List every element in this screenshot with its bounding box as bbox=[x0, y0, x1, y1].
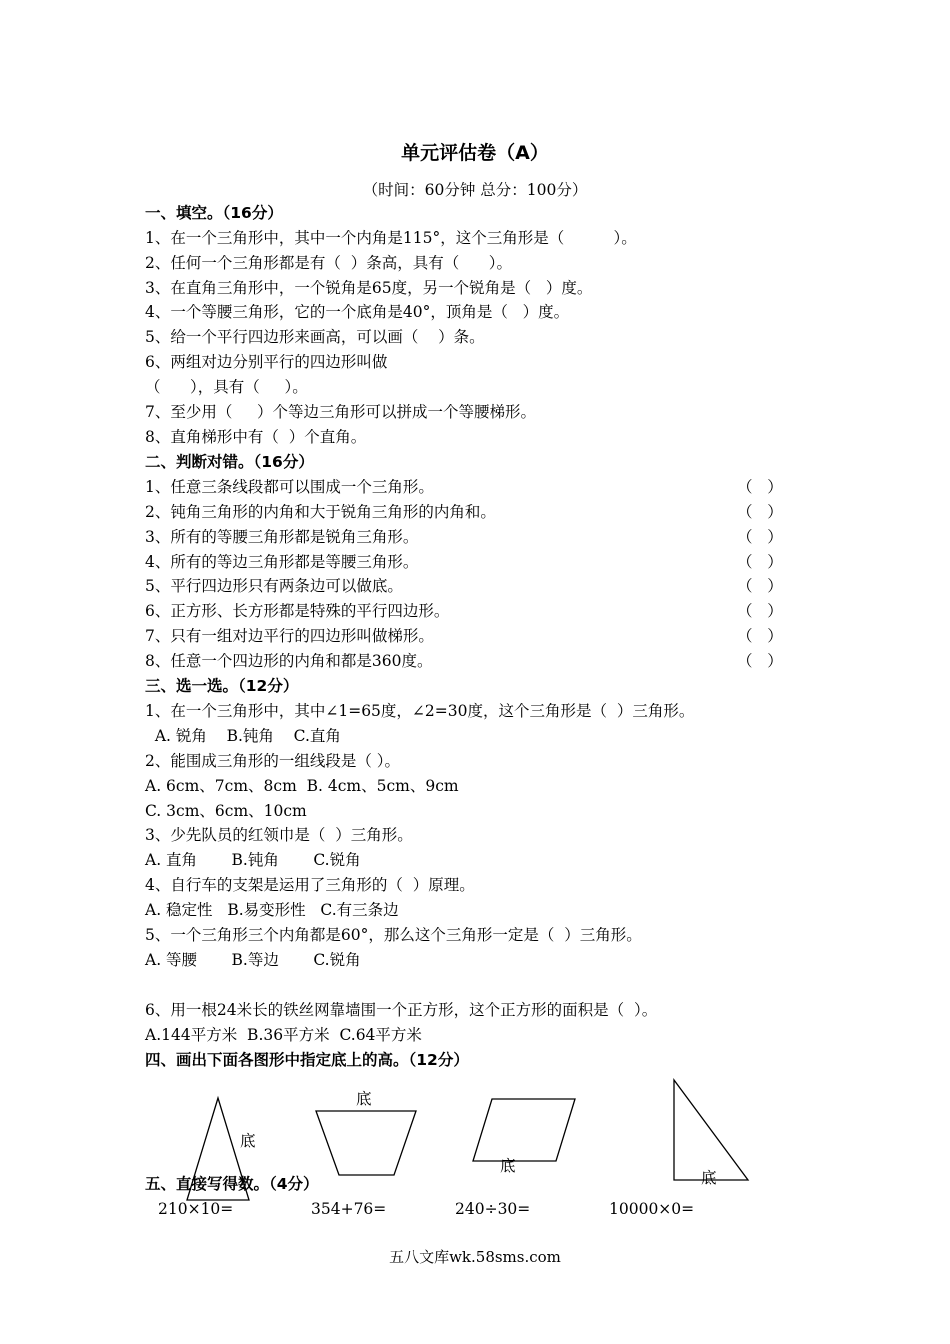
base-label: 底 bbox=[356, 1090, 372, 1108]
base-label: 底 bbox=[240, 1132, 256, 1150]
fill-question: 5、给一个平行四边形来画高，可以画（ ）条。 bbox=[145, 328, 485, 346]
answer-bracket: （ ） bbox=[737, 577, 783, 595]
judge-question: 3、所有的等腰三角形都是锐角三角形。 bbox=[145, 528, 419, 546]
judge-question: 7、只有一组对边平行的四边形叫做梯形。 bbox=[145, 627, 434, 645]
judge-question: 4、所有的等边三角形都是等腰三角形。 bbox=[145, 553, 419, 571]
judge-question: 2、钝角三角形的内角和大于锐角三角形的内角和。 bbox=[145, 503, 496, 521]
choice-question: 3、少先队员的红领巾是（ ）三角形。 bbox=[145, 826, 413, 844]
base-label: 底 bbox=[701, 1169, 717, 1187]
choice-question: 1、在一个三角形中，其中∠1=65度，∠2=30度，这个三角形是（ ）三角形。 bbox=[145, 702, 695, 720]
fill-question: 2、任何一个三角形都是有（ ）条高，具有（ ）。 bbox=[145, 254, 513, 272]
judge-question: 5、平行四边形只有两条边可以做底。 bbox=[145, 577, 403, 595]
choice-options: A.144平方米 B.36平方米 C.64平方米 bbox=[145, 1026, 422, 1044]
answer-bracket: （ ） bbox=[737, 553, 783, 571]
choice-options: A. 稳定性 B.易变形性 C.有三条边 bbox=[145, 901, 399, 919]
fill-question: 6、两组对边分别平行的四边形叫做 bbox=[145, 353, 388, 371]
calc-problem: 10000×0= bbox=[609, 1200, 695, 1218]
fill-question: 4、一个等腰三角形，它的一个底角是40°，顶角是（ ）度。 bbox=[145, 303, 570, 321]
fill-question: 1、在一个三角形中，其中一个内角是115°，这个三角形是（ ）。 bbox=[145, 229, 637, 247]
calc-problem: 354+76= bbox=[311, 1200, 387, 1218]
section1-heading: 一、填空。（16分） bbox=[145, 204, 283, 222]
section2-heading: 二、判断对错。（16分） bbox=[145, 453, 314, 471]
fill-question: 8、直角梯形中有（ ）个直角。 bbox=[145, 428, 367, 446]
parallelogram-figure bbox=[473, 1099, 575, 1161]
answer-bracket: （ ） bbox=[737, 478, 783, 496]
exam-time-score: （时间：60分钟 总分：100分） bbox=[362, 181, 588, 199]
calc-problem: 240÷30= bbox=[455, 1200, 531, 1218]
footer-watermark: 五八文库wk.58sms.com bbox=[389, 1248, 561, 1266]
section4-heading: 四、画出下面各图形中指定底上的高。（12分） bbox=[145, 1051, 469, 1069]
section3-heading: 三、选一选。（12分） bbox=[145, 677, 299, 695]
choice-question: 6、用一根24米长的铁丝网靠墙围一个正方形，这个正方形的面积是（ ）。 bbox=[145, 1001, 658, 1019]
right-triangle-figure bbox=[674, 1080, 748, 1180]
base-label: 底 bbox=[500, 1157, 516, 1175]
choice-options: A. 6cm、7cm、8cm B. 4cm、5cm、9cm bbox=[145, 777, 459, 795]
fill-question-continued: （ ），具有（ ）。 bbox=[145, 378, 308, 396]
answer-bracket: （ ） bbox=[737, 627, 783, 645]
choice-options: C. 3cm、6cm、10cm bbox=[145, 802, 307, 820]
answer-bracket: （ ） bbox=[737, 503, 783, 521]
judge-question: 8、任意一个四边形的内角和都是360度。 bbox=[145, 652, 433, 670]
choice-options: A. 等腰 B.等边 C.锐角 bbox=[145, 951, 361, 969]
answer-bracket: （ ） bbox=[737, 602, 783, 620]
choice-question: 2、能围成三角形的一组线段是（ ）。 bbox=[145, 752, 401, 770]
trapezoid-figure bbox=[316, 1111, 416, 1175]
section5-heading: 五、直接写得数。（4分） bbox=[145, 1175, 319, 1193]
judge-question: 1、任意三条线段都可以围成一个三角形。 bbox=[145, 478, 434, 496]
choice-question: 4、自行车的支架是运用了三角形的（ ）原理。 bbox=[145, 876, 475, 894]
answer-bracket: （ ） bbox=[737, 528, 783, 546]
choice-options: A. 直角 B.钝角 C.锐角 bbox=[145, 851, 361, 869]
fill-question: 7、至少用（ ）个等边三角形可以拼成一个等腰梯形。 bbox=[145, 403, 536, 421]
choice-options: A. 锐角 B.钝角 C.直角 bbox=[145, 727, 341, 745]
calc-problem: 210×10= bbox=[158, 1200, 234, 1218]
choice-question: 5、一个三角形三个内角都是60°，那么这个三角形一定是（ ）三角形。 bbox=[145, 926, 642, 944]
answer-bracket: （ ） bbox=[737, 652, 783, 670]
fill-question: 3、在直角三角形中，一个锐角是65度，另一个锐角是（ ）度。 bbox=[145, 279, 593, 297]
page-title: 单元评估卷（A） bbox=[401, 142, 549, 164]
judge-question: 6、正方形、长方形都是特殊的平行四边形。 bbox=[145, 602, 450, 620]
